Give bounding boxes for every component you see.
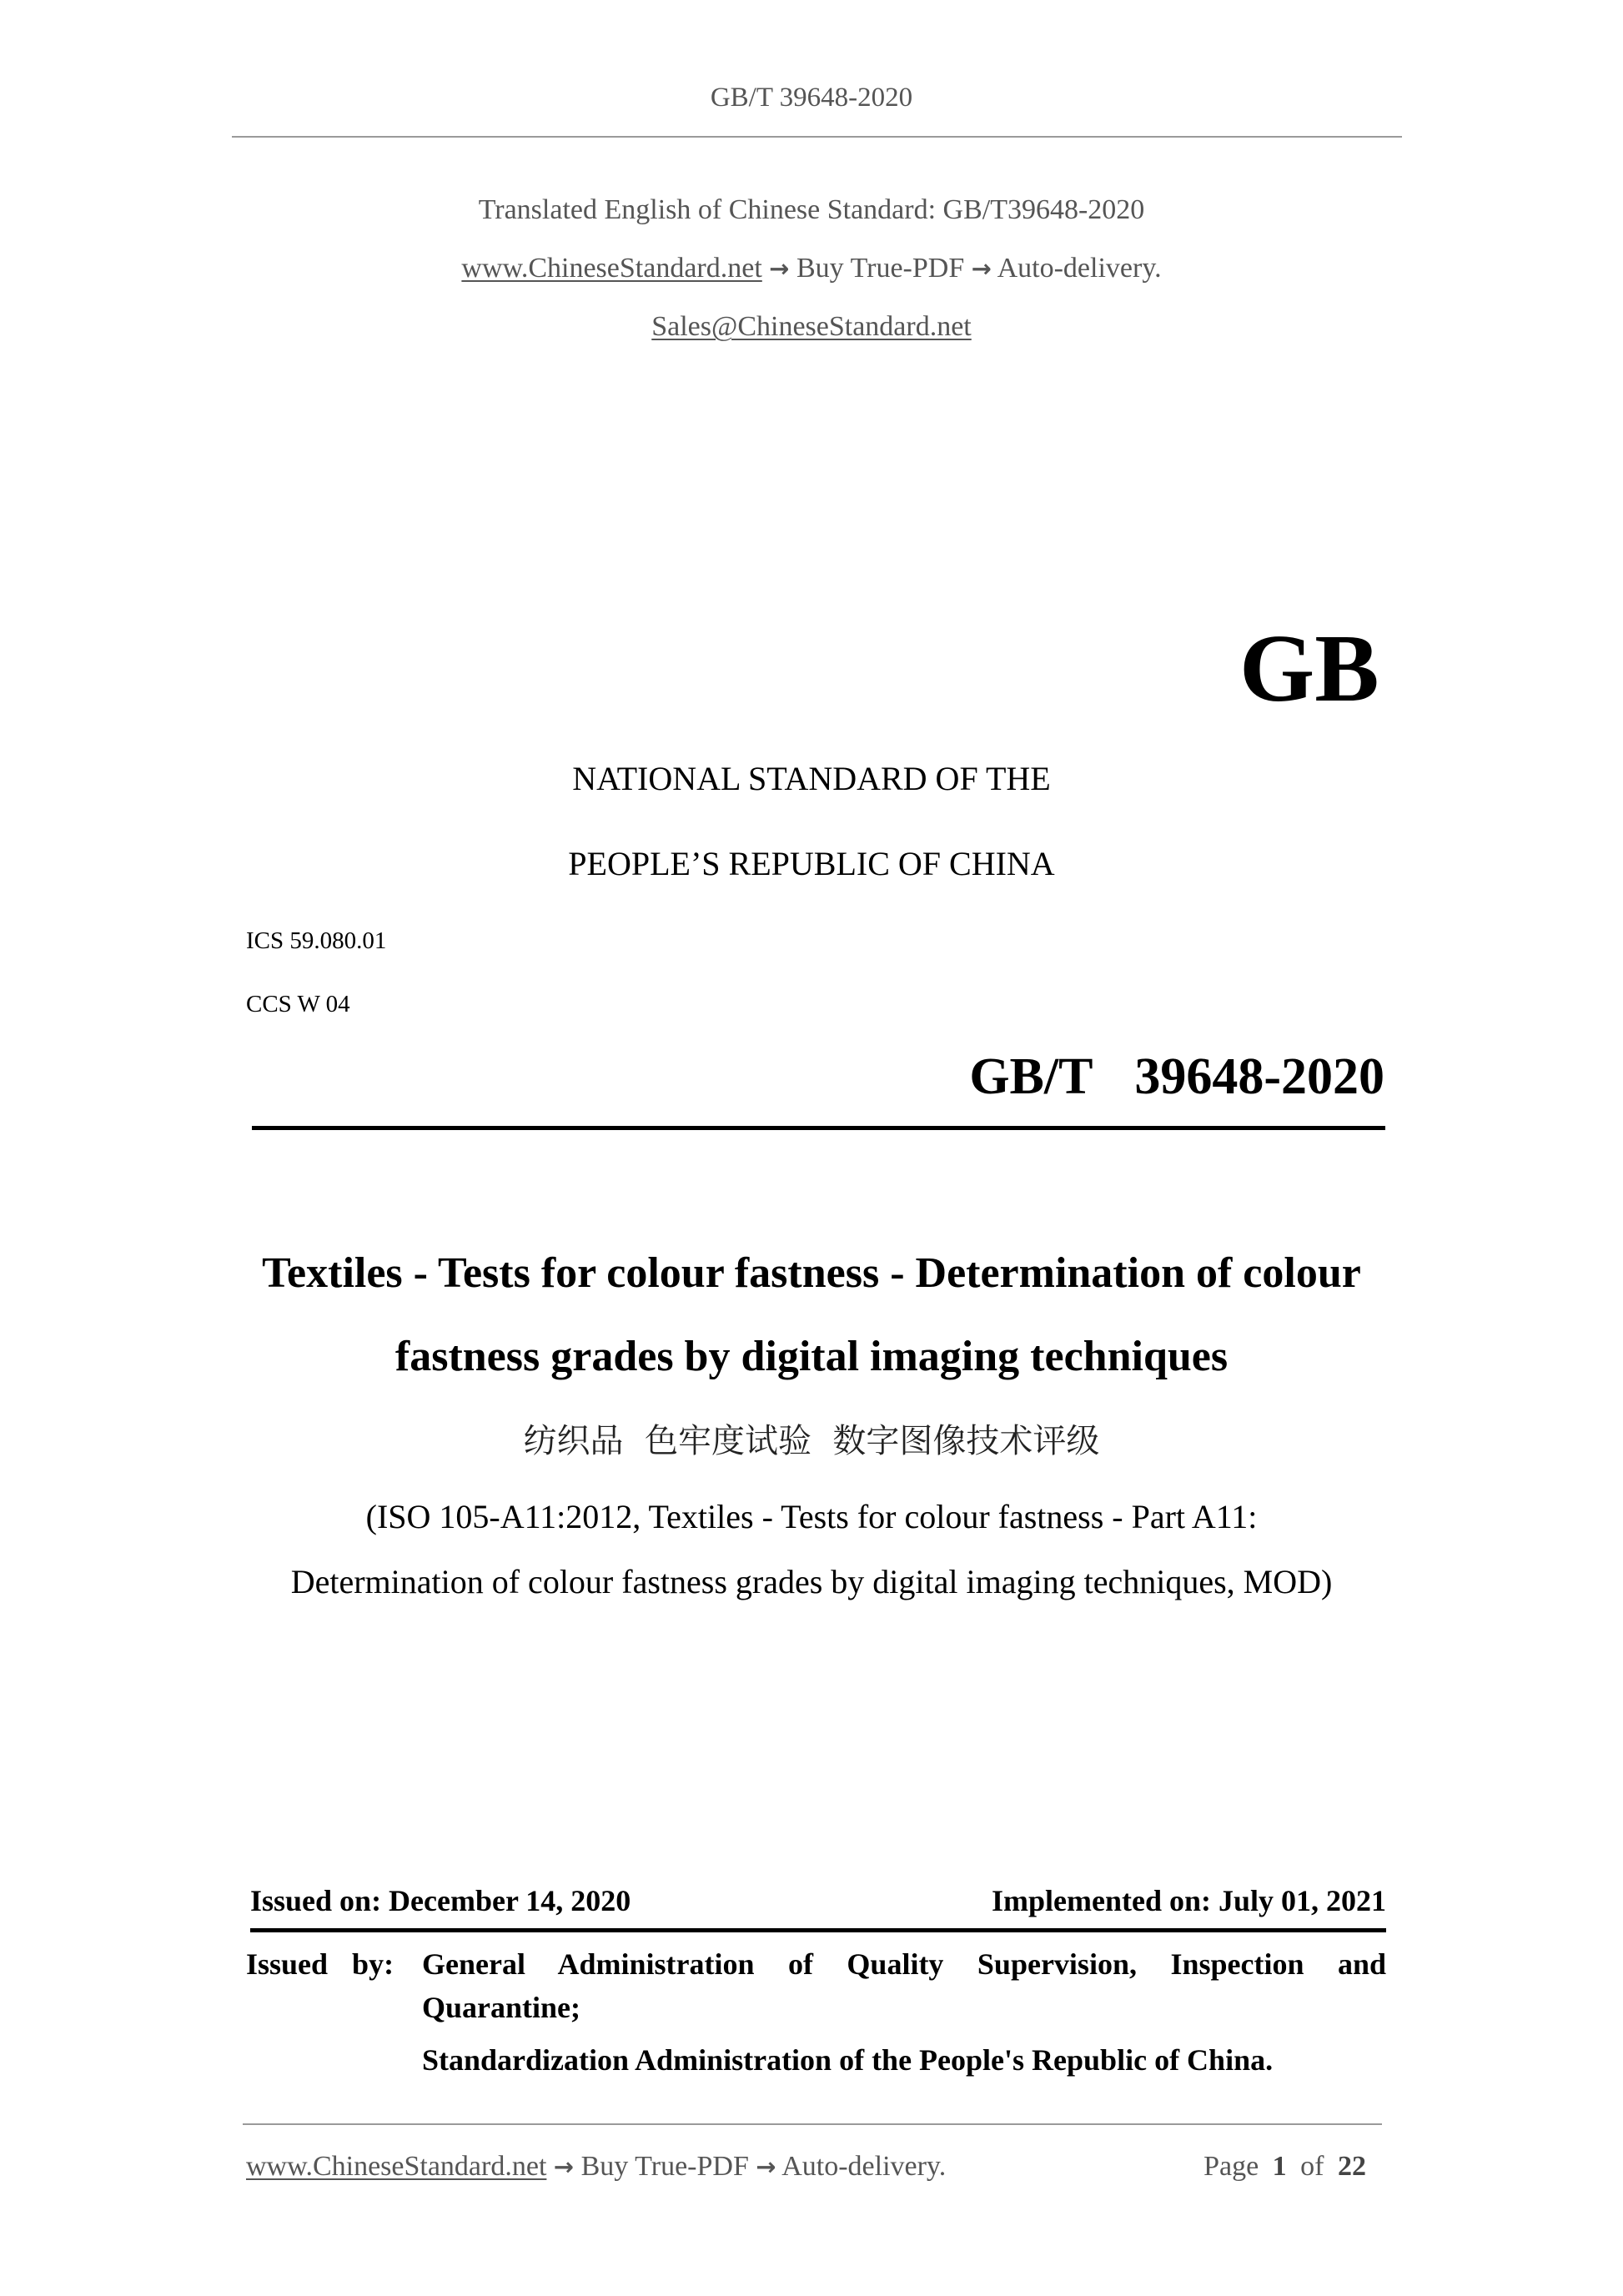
national-standard-line-2: PEOPLE’S REPUBLIC OF CHINA — [568, 845, 1055, 882]
iso-reference-line-1: (ISO 105-A11:2012, Textiles - Tests for colour fastness - Part A11: — [365, 1498, 1258, 1535]
running-header-doc-id: GB/T 39648-2020 — [710, 83, 913, 113]
issuer-2: Standardization Administration of the People's Republic of China. — [422, 2043, 1274, 2077]
buy-text: Buy True-PDF — [796, 253, 965, 284]
issued-by-label: Issued by: — [246, 1947, 394, 1981]
ccs-code: CCS W 04 — [246, 991, 350, 1017]
page-current: 1 — [1272, 2151, 1287, 2182]
arrow-right-icon: → — [756, 2153, 776, 2181]
translation-notice: Translated English of Chinese Standard: GB/T39648-2020 — [478, 194, 1145, 225]
delivery-text: Auto-delivery. — [997, 253, 1162, 284]
issuer-1-line-1: General Administration of Quality Supervision, Inspection and — [422, 1947, 1386, 1981]
promo-buy-line — [0, 252, 1623, 285]
promo-email-line — [0, 310, 1623, 344]
page-of: of — [1300, 2151, 1324, 2182]
title-english-line-1: Textiles - Tests for colour fastness - Determination of colour — [262, 1249, 1361, 1297]
arrow-right-icon: → — [553, 2153, 575, 2181]
footer-promo — [246, 2150, 946, 2183]
title-english-line-2: fastness grades by digital imaging techniques — [394, 1333, 1229, 1380]
ics-code: ICS 59.080.01 — [246, 927, 387, 954]
page-total: 22 — [1338, 2151, 1366, 2182]
national-standard-line-1: NATIONAL STANDARD OF THE — [572, 760, 1051, 797]
footer-delivery-text: Auto-delivery. — [781, 2151, 947, 2182]
header-divider — [232, 136, 1402, 138]
footer-buy-text: Buy True-PDF — [580, 2151, 749, 2182]
issued-on-date: Issued on: December 14, 2020 — [250, 1884, 631, 1917]
page-label: Page — [1203, 2151, 1259, 2182]
site-link[interactable]: www.ChineseStandard.net — [461, 253, 762, 284]
footer-divider — [243, 2123, 1382, 2125]
dates-divider — [250, 1928, 1386, 1932]
iso-reference-line-2: Determination of colour fastness grades by digital imaging techniques, MOD) — [290, 1563, 1333, 1600]
gb-logo: GB — [1239, 615, 1379, 722]
implemented-on-date: Implemented on: July 01, 2021 — [991, 1884, 1386, 1917]
sales-email-link[interactable]: Sales@ChineseStandard.net — [651, 311, 972, 342]
title-chinese: 纺织品 色牢度试验 数字图像技术评级 — [523, 1422, 1100, 1460]
arrow-right-icon: → — [971, 254, 992, 283]
issuer-1-line-2: Quarantine; — [422, 1991, 581, 2024]
standard-number-divider — [252, 1126, 1385, 1130]
page-number — [1203, 2150, 1366, 2183]
arrow-right-icon: → — [769, 254, 790, 283]
standard-number: GB/T 39648-2020 — [969, 1048, 1384, 1105]
footer-site-link[interactable]: www.ChineseStandard.net — [246, 2151, 547, 2182]
